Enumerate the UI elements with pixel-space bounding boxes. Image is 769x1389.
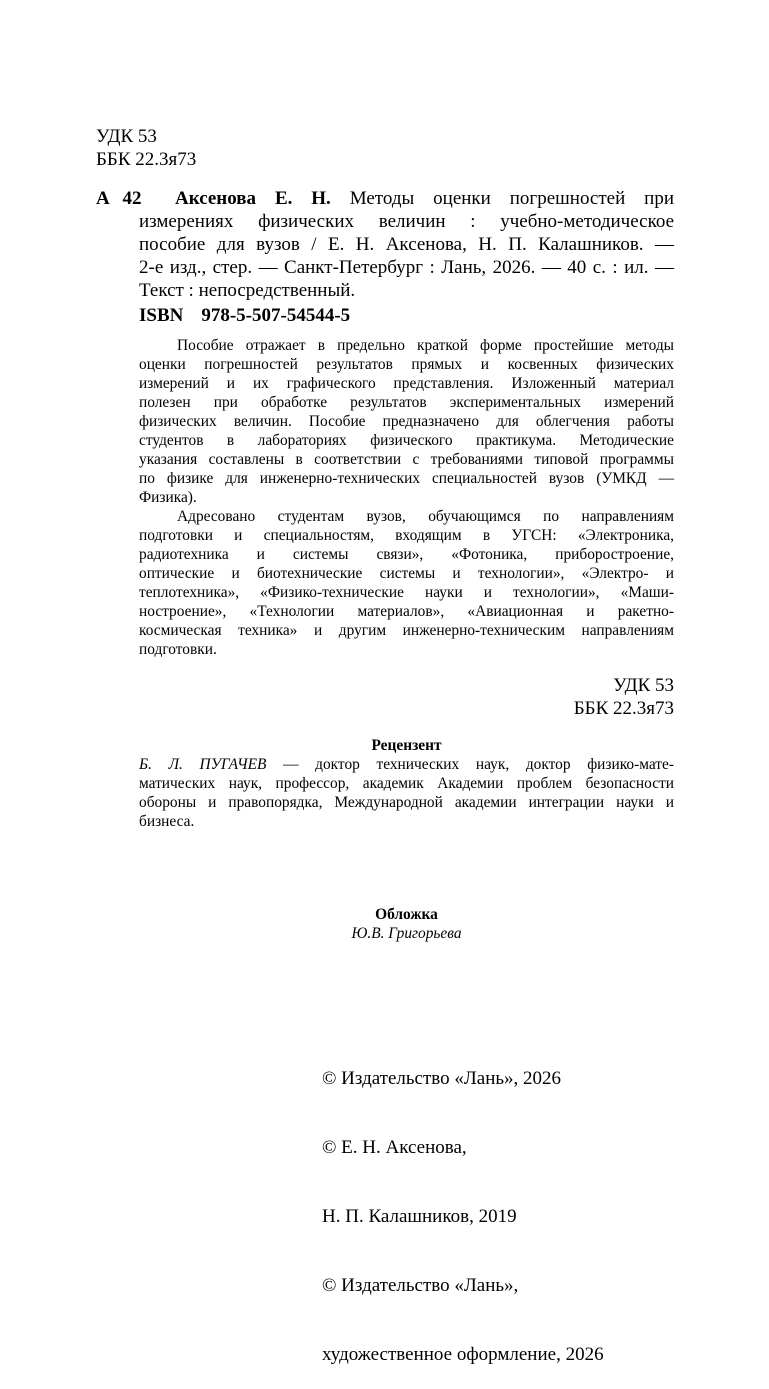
abstract2-line: ностроение», «Технологии материалов», «Авиационная и ракетно- <box>139 603 674 620</box>
abstract1-line: студентов в лабораториях физического практикума. Методические <box>139 432 674 449</box>
copyright-line: художественное оформление, 2026 <box>322 1344 604 1365</box>
copyright-line: © Издательство «Лань», 2026 <box>322 1068 562 1089</box>
abstract2-line: подготовки и специальностям, входящим в УГСН: «Электроника, <box>139 527 674 544</box>
copyright-line: Н. П. Калашников, 2019 <box>322 1206 517 1227</box>
bibliographic-continuation <box>139 210 674 302</box>
biblio-line-2: измерениях физических величин : учебно-методическое <box>139 211 674 232</box>
abstract1-line: полезен при обработке результатов экспериментальных измерений <box>139 394 674 411</box>
abstract1-line: Пособие отражает в предельно краткой форме простейшие методы <box>177 337 674 354</box>
isbn-value: 978-5-507-54544-5 <box>201 305 351 326</box>
abstract2-line: радиотехника и системы связи», «Фотоника, приборостроение, <box>139 546 674 563</box>
abstract2-line: теплотехника», «Физико-технические науки и технологии», «Маши- <box>139 584 674 601</box>
biblio-line-1: Аксенова Е. Н. Методы оценки погрешностей при <box>175 188 674 209</box>
biblio-line-5: Текст : непосредственный. <box>139 280 356 301</box>
biblio-author: Аксенова Е. Н. <box>175 188 331 209</box>
biblio-line-3: пособие для вузов / Е. Н. Аксенова, Н. П. Калашников. — <box>139 234 674 255</box>
abstract-paragraph-2 <box>139 507 674 659</box>
reviewer-line: Б. Л. ПУГАЧЕВ — доктор технических наук, доктор физико-мате- <box>139 756 674 773</box>
abstract2-line: космическая техника» и другим инженерно-техническим направлениям <box>139 622 674 639</box>
udk-bottom: УДК 53 <box>613 675 674 696</box>
abstract1-line: оценки погрешностей результатов прямых и косвенных физических <box>139 356 674 373</box>
abstract2-line: Адресовано студентам вузов, обучающимся по направлениям <box>177 508 674 525</box>
bbk-top: ББК 22.3я73 <box>96 149 197 170</box>
copyright-block <box>322 1021 604 1389</box>
reviewer-line: матических наук, профессор, академик Академии проблем безопасности <box>139 775 674 792</box>
biblio-line-4: 2-е изд., стер. — Санкт-Петербург : Лань, 2026. — 40 с. : ил. — <box>139 257 674 278</box>
copyright-line: © Е. Н. Аксенова, <box>322 1137 467 1158</box>
bibliographic-record <box>175 187 674 210</box>
udk-top: УДК 53 <box>96 126 157 147</box>
copyright-line: © Издательство «Лань», <box>322 1275 519 1296</box>
abstract1-line: указания составлены в соответствии с требованиями типовой программы <box>139 451 674 468</box>
abstract2-line: подготовки. <box>139 641 217 658</box>
reviewer-line: бизнеса. <box>139 813 195 830</box>
reviewer-name: Б. Л. ПУГАЧЕВ <box>139 756 267 773</box>
cover-designer: Ю.В. Григорьева <box>351 925 462 942</box>
bbk-bottom: ББК 22.3я73 <box>573 698 674 719</box>
author-mark: А 42 <box>96 188 142 209</box>
isbn-label: ISBN <box>139 305 184 326</box>
abstract1-line: физических величин. Пособие предназначено для облегчения работы <box>139 413 674 430</box>
isbn <box>139 304 350 327</box>
reviewer-line: обороны и правопорядка, Международной академии интеграции науки и <box>139 794 674 811</box>
abstract1-line: измерений и их графического представления. Изложенный материал <box>139 375 674 392</box>
abstract1-line: Физика). <box>139 489 197 506</box>
reviewer-heading: Рецензент <box>371 737 442 754</box>
abstract2-line: оптические и биотехнические системы и технологии», «Электро- и <box>139 565 674 582</box>
abstract1-line: по физике для инженерно-технических специальностей вузов (УМКД — <box>139 470 674 487</box>
cover-heading: Обложка <box>375 906 438 923</box>
reviewer-block <box>139 755 674 831</box>
abstract-paragraph-1 <box>139 336 674 507</box>
